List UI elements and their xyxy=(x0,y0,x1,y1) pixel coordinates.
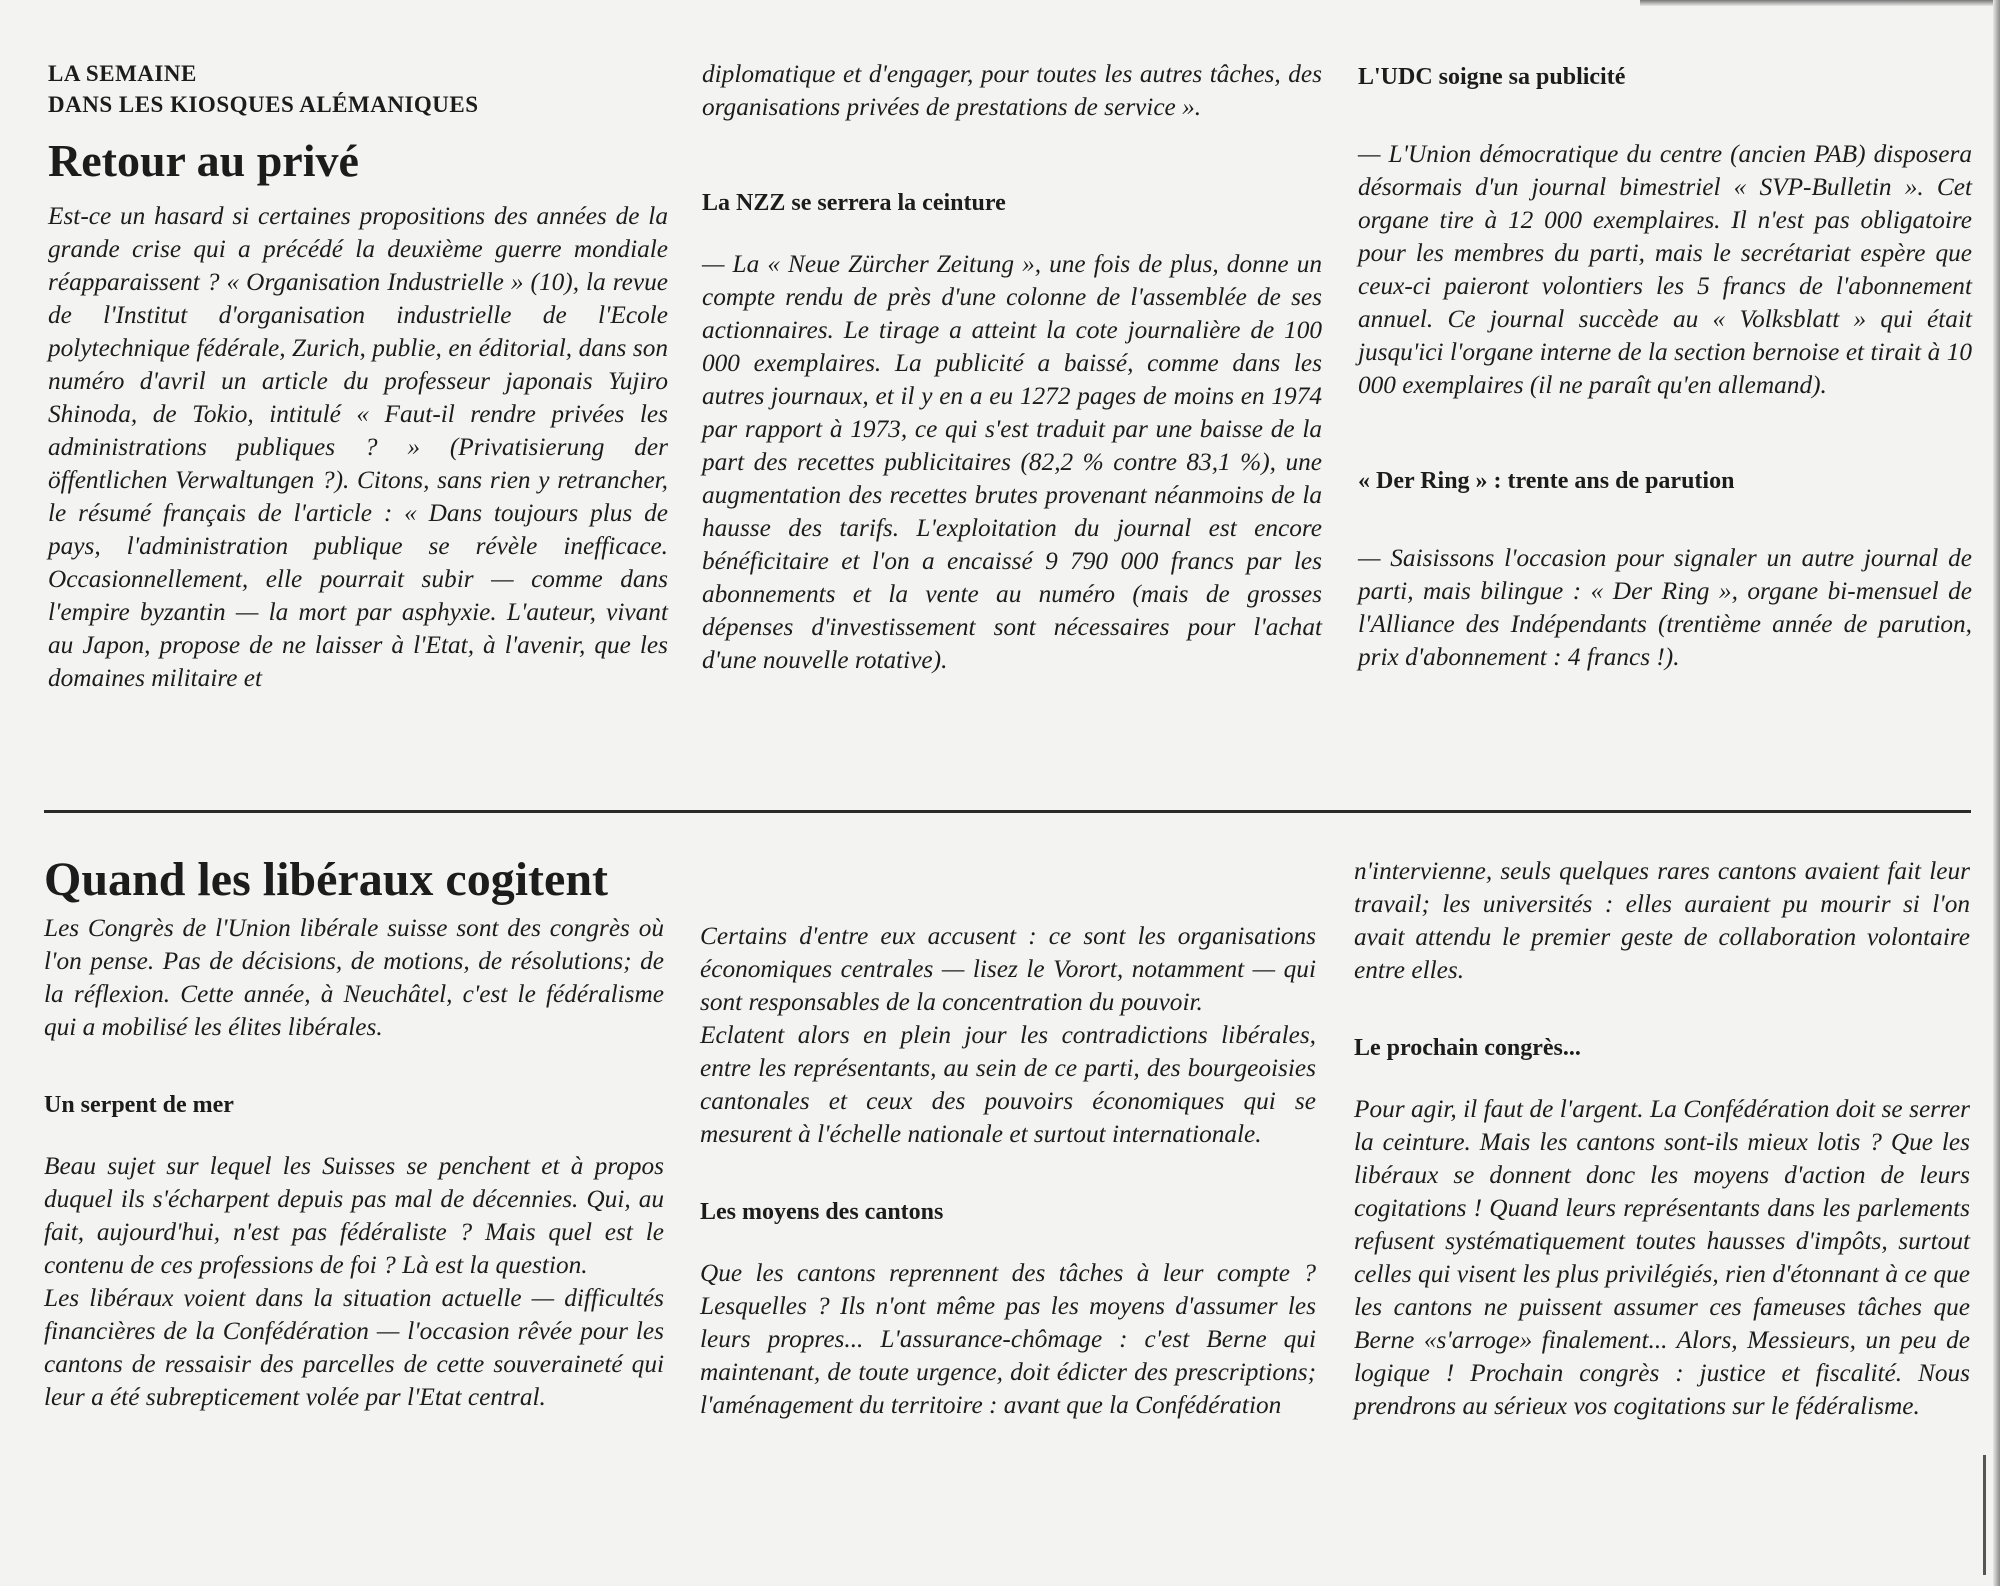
article-continuation-universites: n'intervienne, seuls quelques rares cantons avaient fait leur travail; les universités : elles auraient pu mourir si l'on avait attendu le premier geste de collaboration volontaire entre elles. xyxy=(1354,857,1970,984)
page-edge-top xyxy=(1640,0,2000,6)
kicker-line-2: DANS LES KIOSQUES ALÉMANIQUES xyxy=(48,92,479,117)
subhead-udc: L'UDC soigne sa publicité xyxy=(1358,64,1626,90)
bottom-column-3 xyxy=(1354,855,1970,1423)
subhead-der-ring: « Der Ring » : trente ans de parution xyxy=(1358,468,1735,494)
top-column-1 xyxy=(48,58,668,695)
subhead-serpent-de-mer: Un serpent de mer xyxy=(44,1092,234,1118)
kicker-line-1: LA SEMAINE xyxy=(48,61,197,86)
subhead-prochain-congres: Le prochain congrès... xyxy=(1354,1035,1581,1061)
article-body-serpent-1: Beau sujet sur lequel les Suisses se penchent et à propos duquel ils s'écharpent depuis pas mal de décennies. Qui, au fait, aujourd'hui, n'est pas fédéraliste ? Mais quel est le contenu de ces professions de foi ? Là est la question. xyxy=(44,1152,664,1279)
article-body-serpent-2: Les libéraux voient dans la situation actuelle — difficultés financières de la Confédération — l'occasion rêvée pour les cantons de ressaisir des parcelles de cette souveraineté qui leur a été subrepticement volée par l'Etat central. xyxy=(44,1284,664,1411)
bottom-column-2 xyxy=(700,920,1316,1422)
article-continuation: diplomatique et d'engager, pour toutes les autres tâches, des organisations privées de prestations de service ». xyxy=(702,60,1322,121)
page-fold-mark xyxy=(1983,1455,1986,1575)
top-column-2 xyxy=(702,58,1322,677)
top-column-3 xyxy=(1358,62,1972,674)
bottom-column-1 xyxy=(44,852,664,1414)
article-body-privatisation: Est-ce un hasard si certaines propositions des années de la grande crise qui a précédé la deuxième guerre mondiale réapparaissent ? « Organisation Industrielle » (10), la revue de l'Institut d'organisation industrielle de l'Ecole polytechnique fédérale, Zurich, publie, en éditorial, dans son numéro d'avril un article du professeur japonais Yujiro Shinoda, de Tokio, intitulé « Faut-il rendre privées les administrations publiques ? » (Privatisierung der öffentlichen Verwaltungen ?). Citons, sans rien y retrancher, le résumé français de l'article : « Dans toujours plus de pays, l'administration publique se révèle inefficace. Occasionnellement, elle pourrait subir — comme dans l'empire byzantin — la mort par asphyxie. L'auteur, vivant au Japon, propose de ne laisser à l'Etat, à l'avenir, que les domaines militaire et xyxy=(48,202,668,692)
page-edge-right xyxy=(1993,0,2000,1586)
headline-retour-au-prive: Retour au privé xyxy=(48,135,359,186)
article-body-nzz: — La « Neue Zürcher Zeitung », une fois de plus, donne un compte rendu de près d'une colonne de l'assemblée de ses actionnaires. Le tirage a atteint la cote journalière de 100 000 exemplaires. La publicité a baissé, comme dans les autres journaux, et il y en a eu 1272 pages de moins en 1974 par rapport à 1973, ce qui s'est traduit par une baisse de la part des recettes publicitaires (82,2 % contre 83,1 %), une augmentation des recettes brutes provenant néanmoins de la hausse des tarifs. L'exploitation du journal est encore bénéficitaire et l'on a encaissé 9 790 000 francs par les abonnements et la vente au numéro (mais de grosses dépenses d'investissement sont nécessaires pour l'achat d'une nouvelle rotative). xyxy=(702,250,1322,674)
article-body-accusations: Certains d'entre eux accusent : ce sont les organisations économiques centrales — lisez le Vorort, notamment — qui sont responsables de la concentration du pouvoir. xyxy=(700,922,1316,1016)
section-kicker xyxy=(48,58,668,120)
section-divider-rule xyxy=(44,810,1971,813)
article-intro: Les Congrès de l'Union libérale suisse sont des congrès où l'on pense. Pas de décisions, de motions, de résolutions; de la réflexion. Cette année, à Neuchâtel, c'est le fédéralisme qui a mobilisé les élites libérales. xyxy=(44,914,664,1041)
headline-quand-les-liberaux-cogitent: Quand les libéraux cogitent xyxy=(44,853,609,906)
subhead-nzz: La NZZ se serrera la ceinture xyxy=(702,190,1006,216)
article-body-udc: — L'Union démocratique du centre (ancien PAB) disposera désormais d'un journal bimestriel « SVP-Bulletin ». Cet organe tire à 12 000 exemplaires. Il n'est pas obligatoire pour les membres du parti, mais le secrétariat espère que ceux-ci paieront volontiers les 5 francs de l'abonnement annuel. Ce journal succède au « Volksblatt » qui était jusqu'ici l'organe interne de la section bernoise et tirait à 10 000 exemplaires (il ne paraît qu'en allemand). xyxy=(1358,140,1972,399)
article-body-contradictions: Eclatent alors en plein jour les contradictions libérales, entre les représentants, au sein de ce parti, des bourgeoisies cantonales et ceux des pouvoirs économiques qui se mesurent à l'échelle nationale et surtout internationale. xyxy=(700,1021,1316,1148)
subhead-moyens-des-cantons: Les moyens des cantons xyxy=(700,1199,944,1225)
article-body-der-ring: — Saisissons l'occasion pour signaler un autre journal de parti, mais bilingue : « Der Ring », organe bi-mensuel de l'Alliance des Indépendants (trentième année de parution, prix d'abonnement : 4 francs !). xyxy=(1358,544,1972,671)
article-body-prochain-congres: Pour agir, il faut de l'argent. La Confédération doit se serrer la ceinture. Mais les cantons sont-ils mieux lotis ? Que les libéraux se donnent donc les moyens d'action de leurs cogitations ! Quand leurs représentants dans les parlements refusent systématiquement toutes hausses d'impôts, surtout celles qui visent les plus privilégiés, rien d'étonnant à ce que les cantons ne puissent assumer ces fameuses tâches que Berne «s'arroge» finalement... Alors, Messieurs, un peu de logique ! Prochain congrès : justice et fiscalité. Nous prendrons au sérieux vos cogitations sur le fédéralisme. xyxy=(1354,1095,1970,1420)
article-body-moyens: Que les cantons reprennent des tâches à leur compte ? Lesquelles ? Ils n'ont même pas les moyens d'assumer les leurs propres... L'assurance-chômage : c'est Berne qui maintenant, de toute urgence, doit édicter des prescriptions; l'aménagement du territoire : avant que la Confédération xyxy=(700,1259,1316,1419)
